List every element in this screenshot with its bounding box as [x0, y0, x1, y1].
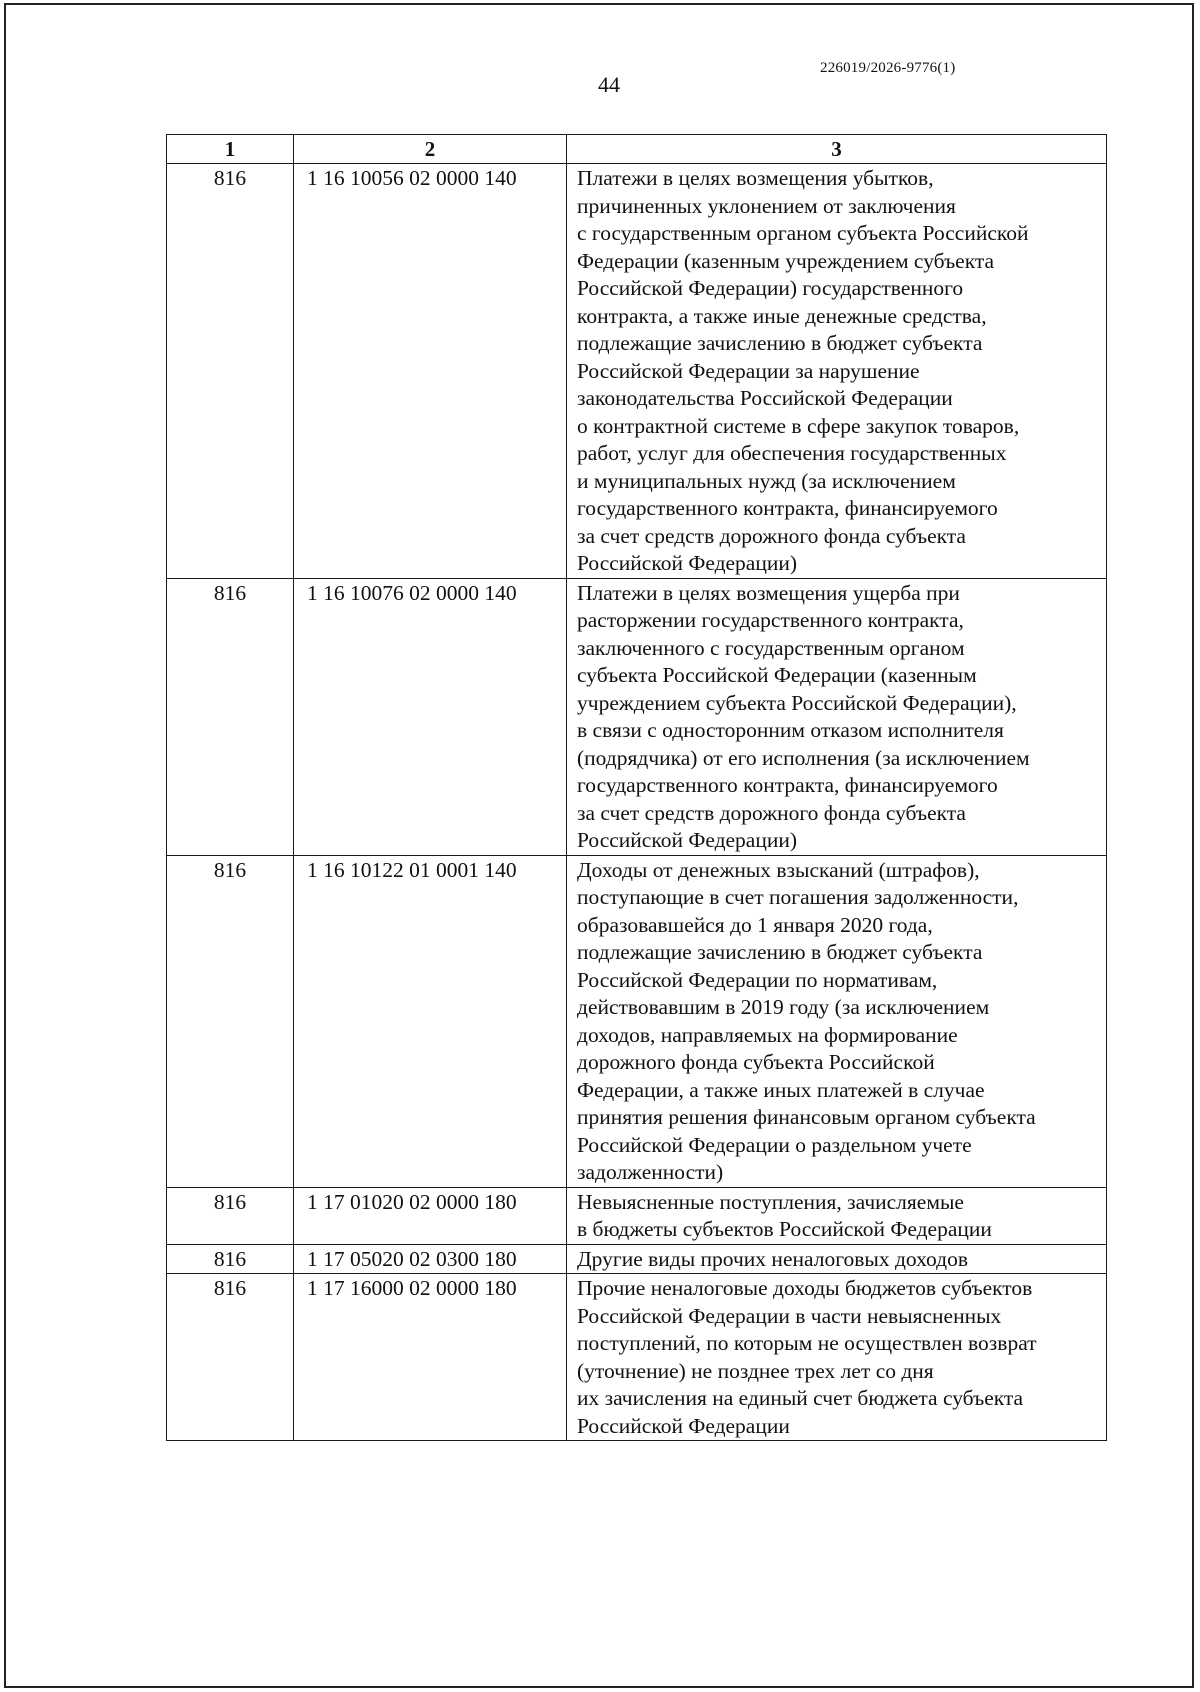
table-row — [167, 1187, 1107, 1244]
revenue-code-cell: 1 16 10122 01 0001 140 — [294, 855, 567, 1187]
admin-code-cell: 816 — [167, 855, 294, 1187]
revenue-name-cell: Невыясненные поступления, зачисляемые в бюджеты субъектов Российской Федерации — [567, 1187, 1107, 1244]
revenue-name-cell: Доходы от денежных взысканий (штрафов), поступающие в счет погашения задолженности, образовавшейся до 1 января 2020 года, подлежащие зачислению в бюджет субъекта Российской Федерации по нормативам, действовавшим в 2019 году (за исключением доходов, направляемых на формирование дорожного фонда субъекта Российской Федерации, а также иных платежей в случае принятия решения финансовым органом субъекта Российской Федерации о раздельном учете задолженности) — [567, 855, 1107, 1187]
table-row — [167, 578, 1107, 855]
page-number: 44 — [598, 72, 620, 97]
admin-code-cell: 816 — [167, 1274, 294, 1441]
admin-code-cell: 816 — [167, 578, 294, 855]
admin-code-cell: 816 — [167, 1187, 294, 1244]
revenue-name-cell: Платежи в целях возмещения ущерба при расторжении государственного контракта, заключенного с государственным органом субъекта Российской Федерации (казенным учреждением субъекта Российской Федерации), в связи с односторонним отказом исполнителя (подрядчика) от его исполнения (за исключением государственного контракта, финансируемого за счет средств дорожного фонда субъекта Российской Федерации) — [567, 578, 1107, 855]
revenue-name-cell: Платежи в целях возмещения убытков, причиненных уклонением от заключения с государственным органом субъекта Российской Федерации (казенным учреждением субъекта Российской Федерации) государственного контракта, а также иные денежные средства, подлежащие зачислению в бюджет субъекта Российской Федерации за нарушение законодательства Российской Федерации о контрактной системе в сфере закупок товаров, работ, услуг для обеспечения государственных и муниципальных нужд (за исключением государственного контракта, финансируемого за счет средств дорожного фонда субъекта Российской Федерации) — [567, 164, 1107, 579]
revenue-codes-table — [166, 134, 1107, 1441]
revenue-name-cell: Прочие неналоговые доходы бюджетов субъектов Российской Федерации в части невыясненных поступлений, по которым не осуществлен возврат (уточнение) не позднее трех лет со дня их зачисления на единый счет бюджета субъекта Российской Федерации — [567, 1274, 1107, 1441]
revenue-code-cell: 1 16 10056 02 0000 140 — [294, 164, 567, 579]
revenue-code-cell: 1 17 05020 02 0300 180 — [294, 1244, 567, 1274]
table-row — [167, 164, 1107, 579]
revenue-code-cell: 1 17 01020 02 0000 180 — [294, 1187, 567, 1244]
table-row — [167, 1244, 1107, 1274]
document-number: 226019/2026-9776(1) — [820, 60, 956, 76]
admin-code-cell: 816 — [167, 164, 294, 579]
table-row — [167, 1274, 1107, 1441]
revenue-code-cell: 1 16 10076 02 0000 140 — [294, 578, 567, 855]
column-header-1: 1 — [167, 135, 294, 164]
table-header-row — [167, 135, 1107, 164]
table-row — [167, 855, 1107, 1187]
admin-code-cell: 816 — [167, 1244, 294, 1274]
revenue-name-cell: Другие виды прочих неналоговых доходов — [567, 1244, 1107, 1274]
revenue-code-cell: 1 17 16000 02 0000 180 — [294, 1274, 567, 1441]
column-header-3: 3 — [567, 135, 1107, 164]
column-header-2: 2 — [294, 135, 567, 164]
